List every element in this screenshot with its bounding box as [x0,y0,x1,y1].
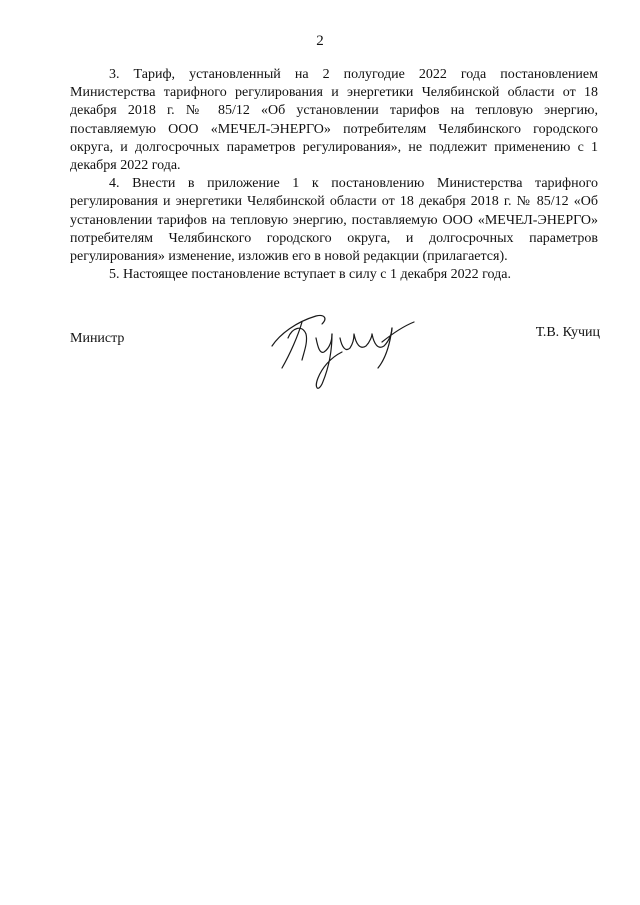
handwritten-signature [262,308,422,394]
page-number: 2 [316,33,324,49]
paragraph-5: 5. Настоящее постановление вступает в силу с 1 декабря 2022 года. [109,267,511,283]
paragraph-4: 4. Внести в приложение 1 к постановлению Министерства тарифного регулирования и энергетики Челябинской области от 18 декабря 2018 г. № 85/12 «Об установлении тарифов на тепловую энергию, поставляемую ООО «МЕЧЕЛ-ЭНЕРГО» потребителям Челябинского городского округа, и долгосрочных параметров регулирования» изменение, изложив его в новой редакции (прилагается). [70,176,598,265]
signer-name: Т.В. Кучиц [535,325,600,340]
document-body [70,66,598,284]
signer-title: Министр [70,331,125,346]
paragraph-3: 3. Тариф, установленный на 2 полугодие 2022 года постановлением Министерства тарифного регулирования и энергетики Челябинской области от 18 декабря 2018 г. № 85/12 «Об установлении тарифов на тепловую энергию, поставляемую ООО «МЕЧЕЛ-ЭНЕРГО» потребителям Челябинского городского округа, и долгосрочных параметров регулирования», не подлежит применению с 1 декабря 2022 года. [70,67,598,174]
signature-block [0,300,640,400]
